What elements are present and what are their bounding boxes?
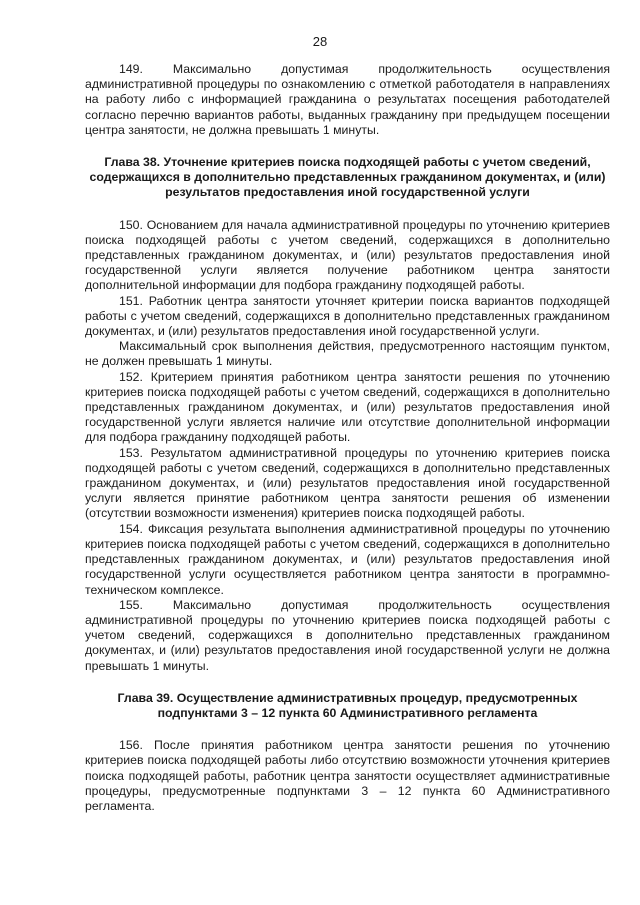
page-number: 28 [312,34,328,49]
paragraph-154: 154. Фиксация результата выполнения административной процедуры по уточнению критериев поиска подходящей работы с учетом сведений, содержащихся в дополнительно представленных гражданином документах, и (или) результатов предоставления иной государственной услуги осуществляется работником центра занятости в программно-техническом комплексе. [85,521,610,597]
paragraph-151-deadline: Максимальный срок выполнения действия, предусмотренного настоящим пунктом, не должен превышать 1 минуты. [85,339,610,369]
paragraph-149: 149. Максимально допустимая продолжительность осуществления административной процедуры по ознакомлению с отметкой работодателя в направлениях на работу либо с информацией гражданина о результатах посещения работодателей согласно перечню вариантов работы, выданных гражданину при предыдущем посещении центра занятости, не должна превышать 1 минуты. [85,62,610,137]
paragraph-151: 151. Работник центра занятости уточняет критерии поиска вариантов подходящей работы с учетом сведений, содержащихся в дополнительно представленных гражданином документах, и (или) результатов предоставления иной государственной услуги. [85,293,610,339]
document-body [85,62,610,814]
chapter-38-heading: Глава 38. Уточнение критериев поиска подходящей работы с учетом сведений, содержащихся в дополнительно представленных гражданином документах, и (или) результатов предоставления иной государственной услуги [89,155,606,200]
paragraph-152: 152. Критерием принятия работником центра занятости решения по уточнению критериев поиска подходящей работы с учетом сведений, содержащихся в дополнительно представленных гражданином документах, и (или) результатов предоставления иной государственной услуги является наличие или отсутствие дополнительной информации для подбора гражданину подходящей работы. [85,369,610,445]
paragraph-155: 155. Максимально допустимая продолжительность осуществления административной процедуры по уточнению критериев поиска подходящей работы с учетом сведений, содержащихся в дополнительно представленных гражданином документах, и (или) результатов предоставления иной государственной услуги не должна превышать 1 минуты. [85,597,610,673]
paragraph-150: 150. Основанием для начала административной процедуры по уточнению критериев поиска подходящей работы с учетом сведений, содержащихся в дополнительно представленных гражданином документах, и (или) результатов предоставления иной государственной услуги является получение работником центра занятости дополнительной информации для подбора гражданину подходящей работы. [85,217,610,293]
chapter-39-heading: Глава 39. Осуществление административных процедур, предусмотренных подпунктами 3 – 12 пункта 60 Административного регламента [117,690,578,720]
paragraph-153: 153. Результатом административной процедуры по уточнению критериев поиска подходящей работы с учетом сведений, содержащихся в дополнительно представленных гражданином документах, и (или) результатов предоставления иной государственной услуги является принятие работником центра занятости решения об изменении (отсутствии возможности изменения) критериев поиска подходящей работы. [85,445,610,521]
paragraph-156: 156. После принятия работником центра занятости решения по уточнению критериев поиска подходящей работы либо отсутствию возможности уточнения критериев поиска подходящей работы, работник центра занятости осуществляет административные процедуры, предусмотренные подпунктами 3 – 12 пункта 60 Административного регламента. [85,738,610,813]
